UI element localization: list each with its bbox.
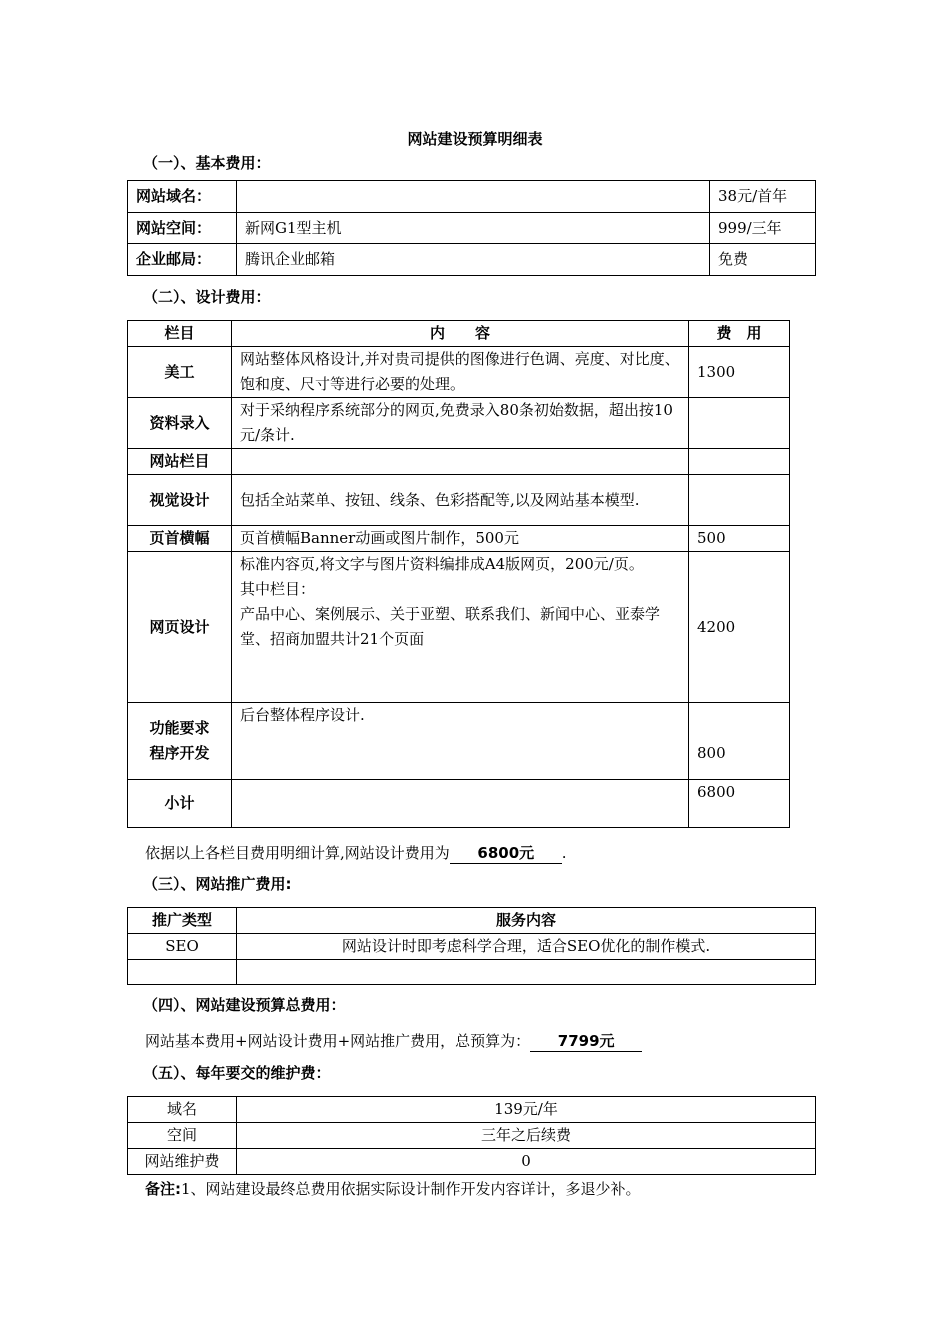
table-row xyxy=(128,934,816,960)
row-content xyxy=(232,552,689,703)
row-content: 后台整体程序设计. xyxy=(232,703,689,780)
summary-value: 6800元 xyxy=(450,842,562,864)
row-content xyxy=(237,181,710,213)
total-budget-line xyxy=(145,1030,642,1052)
row-fee: 1300 xyxy=(689,347,790,398)
label-line: 程序开发 xyxy=(149,744,210,762)
table-header-row xyxy=(128,321,790,347)
table-row xyxy=(128,703,790,780)
section2-heading: （二）、设计费用： xyxy=(143,288,271,306)
row-label: 页首横幅 xyxy=(128,526,232,552)
note-text: 1、网站建设最终总费用依据实际设计制作开发内容详计，多退少补。 xyxy=(181,1180,641,1198)
total-text: 网站基本费用+网站设计费用+网站推广费用，总预算为： xyxy=(145,1032,531,1050)
table-row xyxy=(128,1097,816,1123)
row-label xyxy=(128,703,232,780)
table-row xyxy=(128,526,790,552)
header-type: 推广类型 xyxy=(128,908,237,934)
note xyxy=(145,1178,641,1199)
header-content: 内 容 xyxy=(232,321,689,347)
row-item: 网站维护费 xyxy=(128,1149,237,1175)
section1-heading: （一）、基本费用： xyxy=(143,154,271,172)
row-fee: 三年之后续费 xyxy=(237,1123,816,1149)
maintenance-fee-table xyxy=(127,1096,816,1175)
table-row xyxy=(128,552,790,703)
row-content xyxy=(232,449,689,475)
row-fee: 800 xyxy=(689,703,790,780)
promotion-fee-table xyxy=(127,907,816,985)
row-content: 腾讯企业邮箱 xyxy=(237,244,710,276)
row-label: 小计 xyxy=(128,780,232,828)
table-row xyxy=(128,475,790,526)
table-row xyxy=(128,181,816,213)
summary-suffix: . xyxy=(561,844,567,862)
row-content xyxy=(237,960,816,985)
row-content: 页首横幅Banner动画或图片制作，500元 xyxy=(232,526,689,552)
row-fee: 139元/年 xyxy=(237,1097,816,1123)
row-label: 网站空间： xyxy=(128,213,237,244)
row-fee xyxy=(689,475,790,526)
label-line: 功能要求 xyxy=(149,719,210,737)
row-fee: 999/三年 xyxy=(710,213,816,244)
row-fee: 500 xyxy=(689,526,790,552)
section5-heading: （五）、每年要交的维护费： xyxy=(143,1064,331,1082)
content-line: 其中栏目： xyxy=(240,580,316,598)
header-service: 服务内容 xyxy=(237,908,816,934)
row-label: 网页设计 xyxy=(128,552,232,703)
row-fee: 38元/首年 xyxy=(710,181,816,213)
row-fee: 免费 xyxy=(710,244,816,276)
row-label: 网站栏目 xyxy=(128,449,232,475)
row-label: 企业邮局： xyxy=(128,244,237,276)
row-fee xyxy=(689,398,790,449)
row-fee: 4200 xyxy=(689,552,790,703)
basic-fee-table xyxy=(127,180,816,276)
table-row xyxy=(128,244,816,276)
page-title: 网站建设预算明细表 xyxy=(407,130,543,148)
table-row xyxy=(128,347,790,398)
table-row xyxy=(128,398,790,449)
row-label: 美工 xyxy=(128,347,232,398)
row-content: 对于采纳程序系统部分的网页,免费录入80条初始数据，超出按10元/条计. xyxy=(232,398,689,449)
row-content xyxy=(232,780,689,828)
table-row xyxy=(128,1149,816,1175)
note-label: 备注: xyxy=(145,1180,181,1198)
table-row xyxy=(128,780,790,828)
table-row xyxy=(128,449,790,475)
table-row xyxy=(128,960,816,985)
table-header-row xyxy=(128,908,816,934)
row-fee: 0 xyxy=(237,1149,816,1175)
table-row xyxy=(128,1123,816,1149)
section4-heading: （四）、网站建设预算总费用： xyxy=(143,996,346,1014)
row-label: 视觉设计 xyxy=(128,475,232,526)
row-label: 资料录入 xyxy=(128,398,232,449)
row-content: 包括全站菜单、按钮、线条、色彩搭配等,以及网站基本模型. xyxy=(232,475,689,526)
row-fee xyxy=(689,449,790,475)
design-summary xyxy=(145,842,567,864)
row-item: 域名 xyxy=(128,1097,237,1123)
row-content: 网站整体风格设计,并对贵司提供的图像进行色调、亮度、对比度、饱和度、尺寸等进行必要的处理。 xyxy=(232,347,689,398)
table-row xyxy=(128,213,816,244)
summary-text: 依据以上各栏目费用明细计算,网站设计费用为 xyxy=(145,844,450,862)
content-line: 产品中心、案例展示、关于亚塑、联系我们、新闻中心、亚泰学堂、招商加盟共计21个页面 xyxy=(240,605,661,648)
row-label: 网站域名： xyxy=(128,181,237,213)
design-fee-table xyxy=(127,320,790,828)
row-content: 新网G1型主机 xyxy=(237,213,710,244)
content-line: 标准内容页,将文字与图片资料编排成A4版网页，200元/页。 xyxy=(240,555,644,573)
row-fee: 6800 xyxy=(689,780,790,828)
header-column: 栏目 xyxy=(128,321,232,347)
total-value: 7799元 xyxy=(530,1030,642,1052)
row-content: 网站设计时即考虑科学合理，适合SEO优化的制作模式. xyxy=(237,934,816,960)
row-type: SEO xyxy=(128,934,237,960)
header-fee: 费 用 xyxy=(689,321,790,347)
row-item: 空间 xyxy=(128,1123,237,1149)
section3-heading: （三）、网站推广费用: xyxy=(143,875,292,893)
row-type xyxy=(128,960,237,985)
